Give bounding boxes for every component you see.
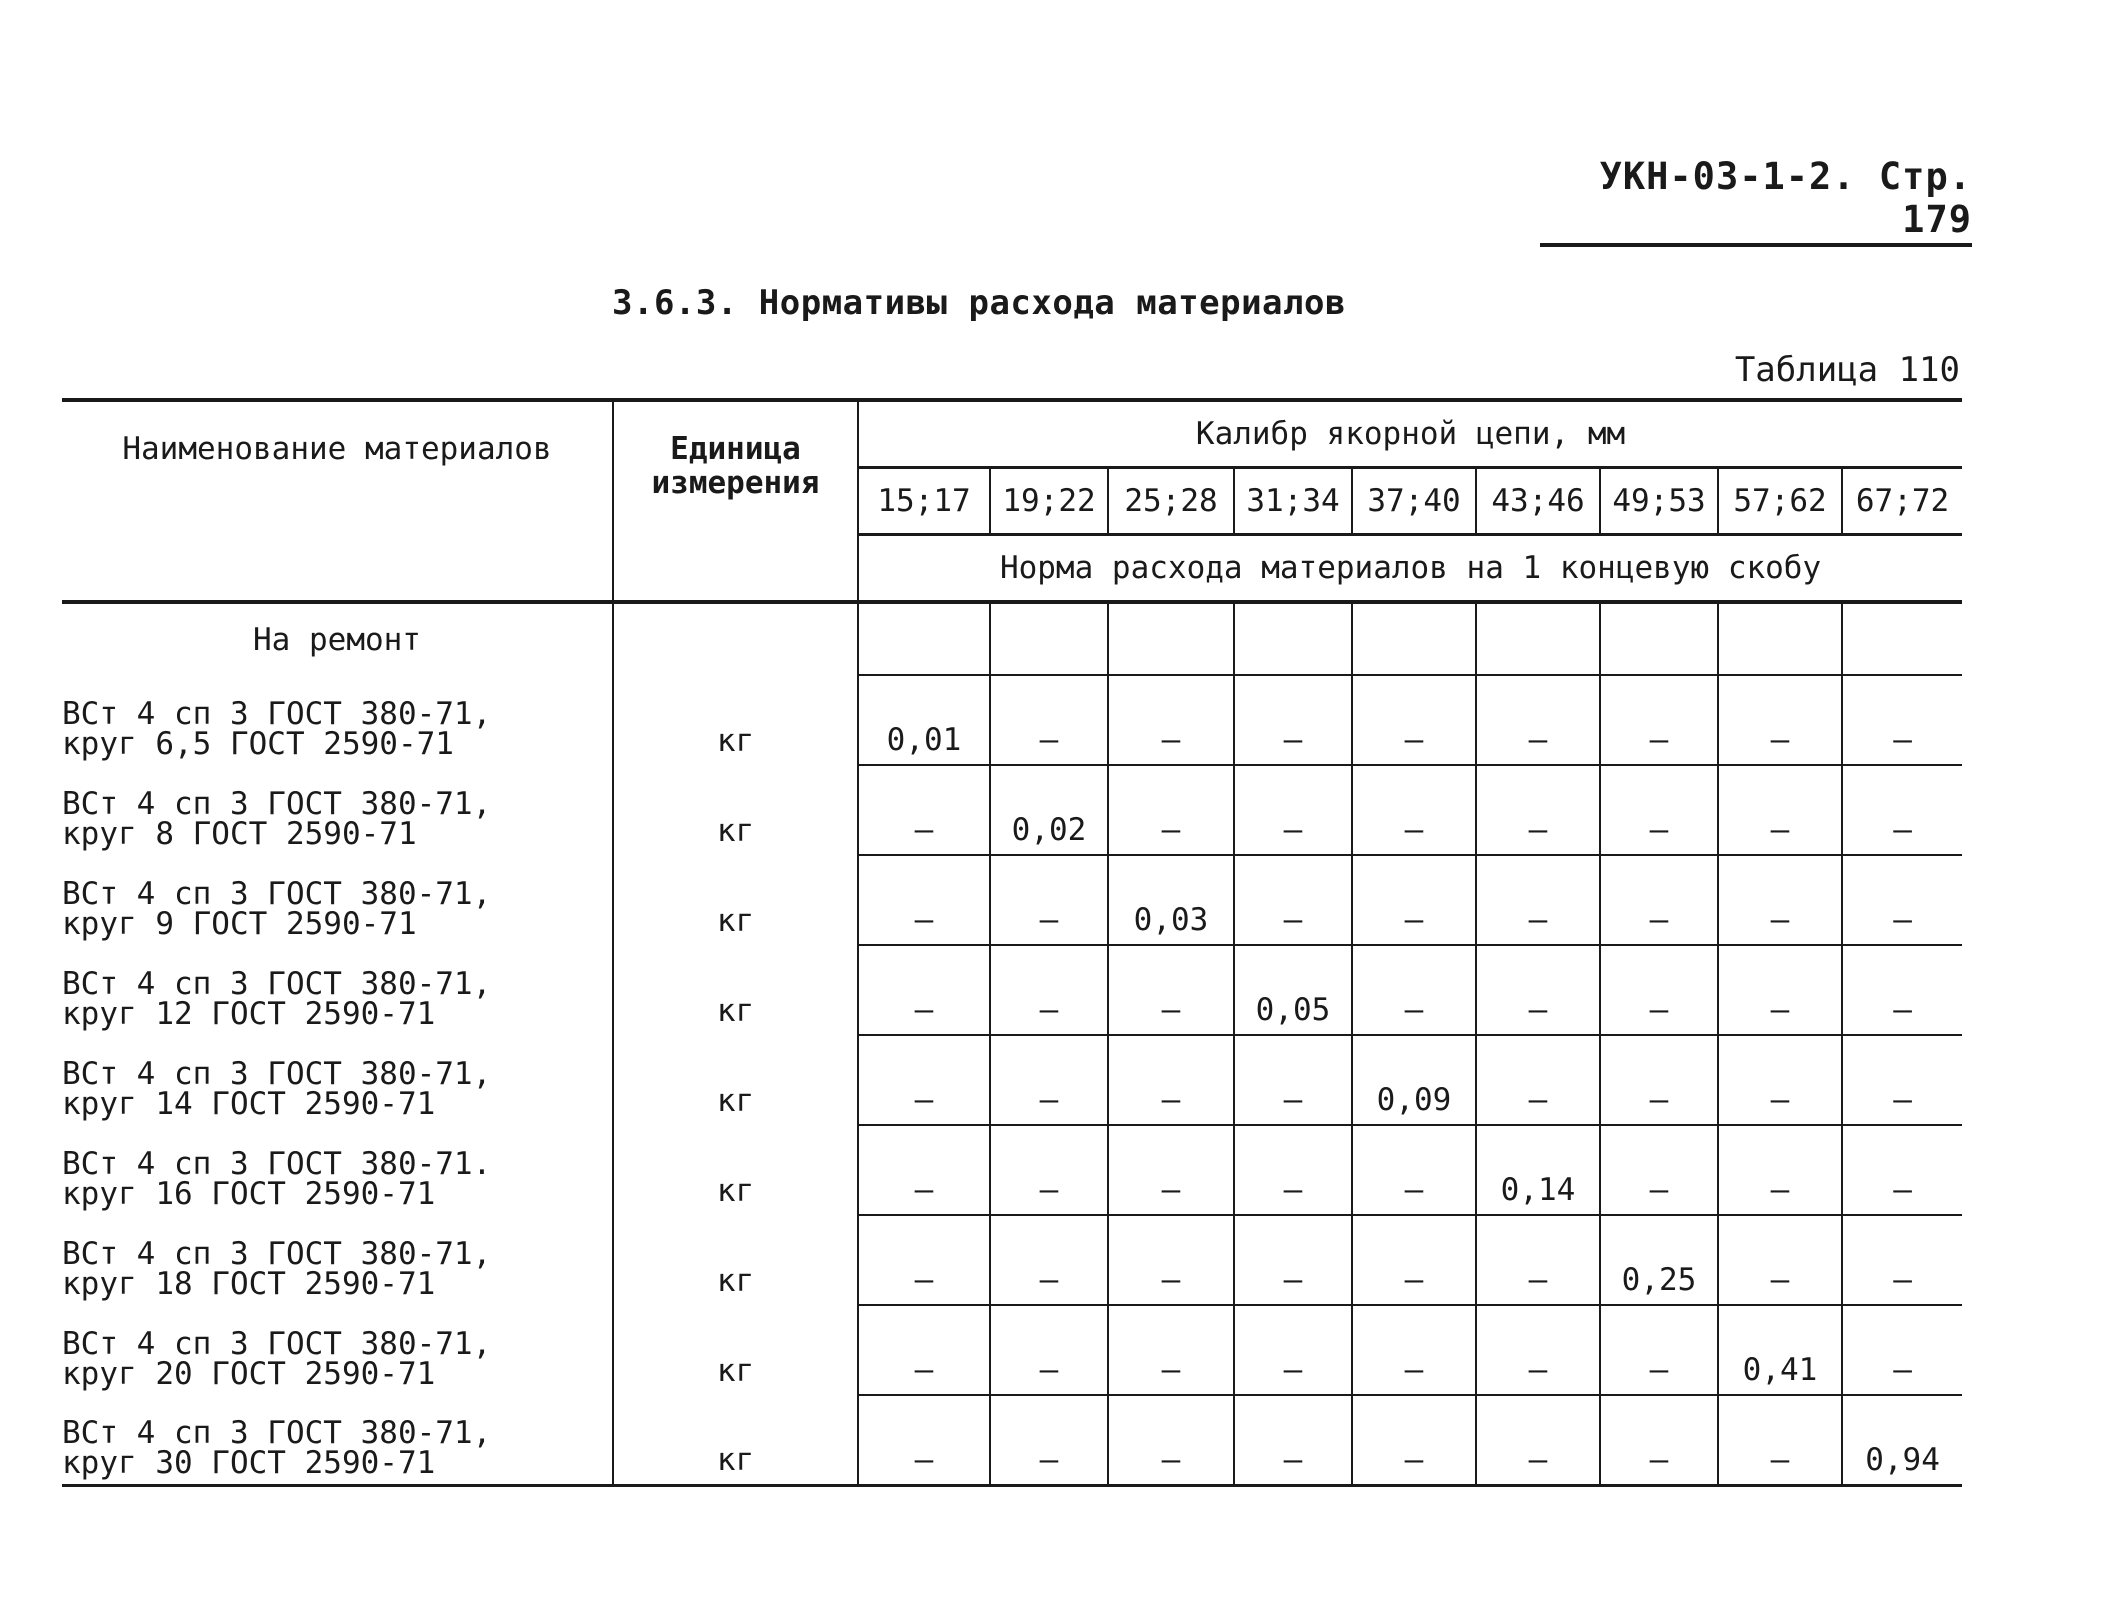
norm-value-cell: 0,02 [990,765,1108,855]
norm-value-cell: – [858,855,990,945]
material-name-line1: ВСт 4 сп 3 ГОСТ 380-71, [62,966,492,1002]
norm-value-cell: – [1600,675,1718,765]
norm-value-cell: 0,03 [1108,855,1234,945]
column-header-material-name: Наименование материалов [62,400,613,602]
norm-value-cell: – [1842,855,1962,945]
material-name-cell [62,1035,613,1125]
unit-cell: кг [613,1215,858,1305]
material-name-line2: круг 12 ГОСТ 2590-71 [62,996,436,1032]
norm-header: Норма расхода материалов на 1 концевую скобу [999,550,1822,586]
norm-value-cell: – [1352,1215,1476,1305]
material-name-cell [62,945,613,1035]
norm-value-cell: – [858,1125,990,1215]
material-name-line1: ВСт 4 сп 3 ГОСТ 380-71, [62,786,492,822]
norm-value-cell: – [1600,1395,1718,1486]
table-header [62,400,1962,602]
material-name-line2: круг 8 ГОСТ 2590-71 [62,816,417,852]
norm-value-cell: – [1718,1215,1842,1305]
norm-value-cell: – [858,945,990,1035]
norm-value-cell: – [1234,1305,1352,1395]
norm-value-cell: – [1476,675,1600,765]
norm-value-cell: – [1718,1395,1842,1486]
material-name-cell [62,855,613,945]
table-row [62,675,1962,765]
unit-cell: кг [613,1305,858,1395]
unit-cell: кг [613,945,858,1035]
norm-value-cell: – [1476,855,1600,945]
norm-value-cell: – [1718,1035,1842,1125]
norm-value-cell: – [1842,675,1962,765]
caliber-group-header: Калибр якорной цепи, мм [858,400,1962,468]
norm-value-cell: – [1842,765,1962,855]
materials-norms-table [62,398,1962,1487]
norm-value-cell: – [1352,855,1476,945]
norm-value-cell: – [990,1395,1108,1486]
norm-value-cell: – [1718,675,1842,765]
norm-value-cell: 0,09 [1352,1035,1476,1125]
table-row [62,855,1962,945]
material-name-line1: ВСт 4 сп 3 ГОСТ 380-71, [62,696,492,732]
material-name-line2: круг 30 ГОСТ 2590-71 [62,1445,436,1481]
material-name-cell [62,1215,613,1305]
unit-cell: кг [613,675,858,765]
material-name-cell [62,1395,613,1486]
caliber-header-0: 15;17 [858,468,990,535]
norm-value-cell: – [1108,1305,1234,1395]
norm-value-cell: 0,25 [1600,1215,1718,1305]
material-name-cell [62,675,613,765]
norm-value-cell: 0,14 [1476,1125,1600,1215]
norm-value-cell: – [1352,945,1476,1035]
norm-value-cell: – [1600,855,1718,945]
table-row [62,1215,1962,1305]
unit-cell: кг [613,1125,858,1215]
norm-value-cell: – [1600,945,1718,1035]
caliber-header-2: 25;28 [1108,468,1234,535]
material-name-line1: ВСт 4 сп 3 ГОСТ 380-71, [62,1415,492,1451]
norm-value-cell: – [1476,1395,1600,1486]
material-name-cell [62,1305,613,1395]
table-body [62,602,1962,1486]
norm-value-cell: – [1234,765,1352,855]
table-row [62,1395,1962,1486]
norm-value-cell: – [1718,765,1842,855]
norm-value-cell: – [1600,765,1718,855]
norm-value-cell: – [1352,765,1476,855]
norm-value-cell: – [1234,675,1352,765]
norm-value-cell: – [1842,1125,1962,1215]
norm-value-cell: – [990,1215,1108,1305]
norm-value-cell: – [1600,1305,1718,1395]
norm-value-cell: – [1476,1035,1600,1125]
material-name-line1: ВСт 4 сп 3 ГОСТ 380-71, [62,876,492,912]
caliber-header-4: 37;40 [1352,468,1476,535]
norm-value-cell: – [1476,1305,1600,1395]
material-name-line1: ВСт 4 сп 3 ГОСТ 380-71. [62,1146,492,1182]
norm-value-cell: – [1476,1215,1600,1305]
table-row [62,765,1962,855]
norm-value-cell: – [1234,1035,1352,1125]
material-name-line2: круг 14 ГОСТ 2590-71 [62,1086,436,1122]
norm-value-cell: – [1352,1395,1476,1486]
column-header-unit: Единица измерения [613,400,858,602]
section-label: На ремонт [253,621,421,658]
norm-value-cell: – [858,1395,990,1486]
norm-value-cell: – [1108,1395,1234,1486]
table-row [62,1125,1962,1215]
unit-cell: кг [613,765,858,855]
norm-value-cell: – [1600,1125,1718,1215]
unit-cell: кг [613,855,858,945]
caliber-header-3: 31;34 [1234,468,1352,535]
norm-value-cell: – [1842,1305,1962,1395]
caliber-header-8: 67;72 [1842,468,1962,535]
norm-value-cell: – [1234,1215,1352,1305]
norm-value-cell: 0,05 [1234,945,1352,1035]
material-name-cell [62,1125,613,1215]
norm-value-cell: – [990,945,1108,1035]
material-name-line2: круг 16 ГОСТ 2590-71 [62,1176,436,1212]
material-name-line1: ВСт 4 сп 3 ГОСТ 380-71, [62,1236,492,1272]
caliber-header-1: 19;22 [990,468,1108,535]
material-name-line2: круг 18 ГОСТ 2590-71 [62,1266,436,1302]
table-row [62,1035,1962,1125]
table-label: Таблица 110 [1734,350,1960,390]
norm-value-cell: – [990,1035,1108,1125]
caliber-header-5: 43;46 [1476,468,1600,535]
table-row [62,945,1962,1035]
material-name-line2: круг 6,5 ГОСТ 2590-71 [62,726,454,762]
norm-value-cell: – [1108,1215,1234,1305]
norm-value-cell: – [1352,675,1476,765]
norm-value-cell: – [858,1215,990,1305]
norm-value-cell: – [1842,945,1962,1035]
norm-value-cell: – [990,1305,1108,1395]
norm-value-cell: – [1476,765,1600,855]
unit-cell: кг [613,1035,858,1125]
section-row [62,602,1962,675]
document-reference: УКН-03-1-2. Стр. 179 [1540,155,1972,247]
norm-value-cell: – [1718,855,1842,945]
norm-value-cell: – [1352,1125,1476,1215]
norm-value-cell: – [1842,1215,1962,1305]
norm-value-cell: – [1108,1125,1234,1215]
norm-value-cell: – [1234,855,1352,945]
material-name-line2: круг 9 ГОСТ 2590-71 [62,906,417,942]
norm-value-cell: – [1352,1305,1476,1395]
norm-value-cell: – [1108,765,1234,855]
norm-value-cell: – [858,765,990,855]
norm-value-cell: – [1108,675,1234,765]
caliber-header-7: 57;62 [1718,468,1842,535]
norm-value-cell: – [1718,1125,1842,1215]
material-name-cell [62,765,613,855]
norm-value-cell: 0,41 [1718,1305,1842,1395]
norm-value-cell: – [1234,1125,1352,1215]
material-name-line2: круг 20 ГОСТ 2590-71 [62,1356,436,1392]
material-name-line1: ВСт 4 сп 3 ГОСТ 380-71, [62,1056,492,1092]
table-row [62,1305,1962,1395]
norm-value-cell: 0,94 [1842,1395,1962,1486]
norm-value-cell: – [1842,1035,1962,1125]
norm-value-cell: – [1600,1035,1718,1125]
caliber-header-6: 49;53 [1600,468,1718,535]
norm-value-cell: – [858,1035,990,1125]
unit-cell: кг [613,1395,858,1486]
norm-value-cell: 0,01 [858,675,990,765]
norm-value-cell: – [990,1125,1108,1215]
norm-value-cell: – [1234,1395,1352,1486]
norm-value-cell: – [1718,945,1842,1035]
norm-value-cell: – [1108,945,1234,1035]
section-unit-cell [613,602,858,675]
norm-value-cell: – [1476,945,1600,1035]
norm-value-cell: – [990,855,1108,945]
norm-value-cell: – [858,1305,990,1395]
norm-value-cell: – [1108,1035,1234,1125]
section-title: 3.6.3. Нормативы расхода материалов [612,283,1346,323]
material-name-line1: ВСт 4 сп 3 ГОСТ 380-71, [62,1326,492,1362]
norm-value-cell: – [990,675,1108,765]
